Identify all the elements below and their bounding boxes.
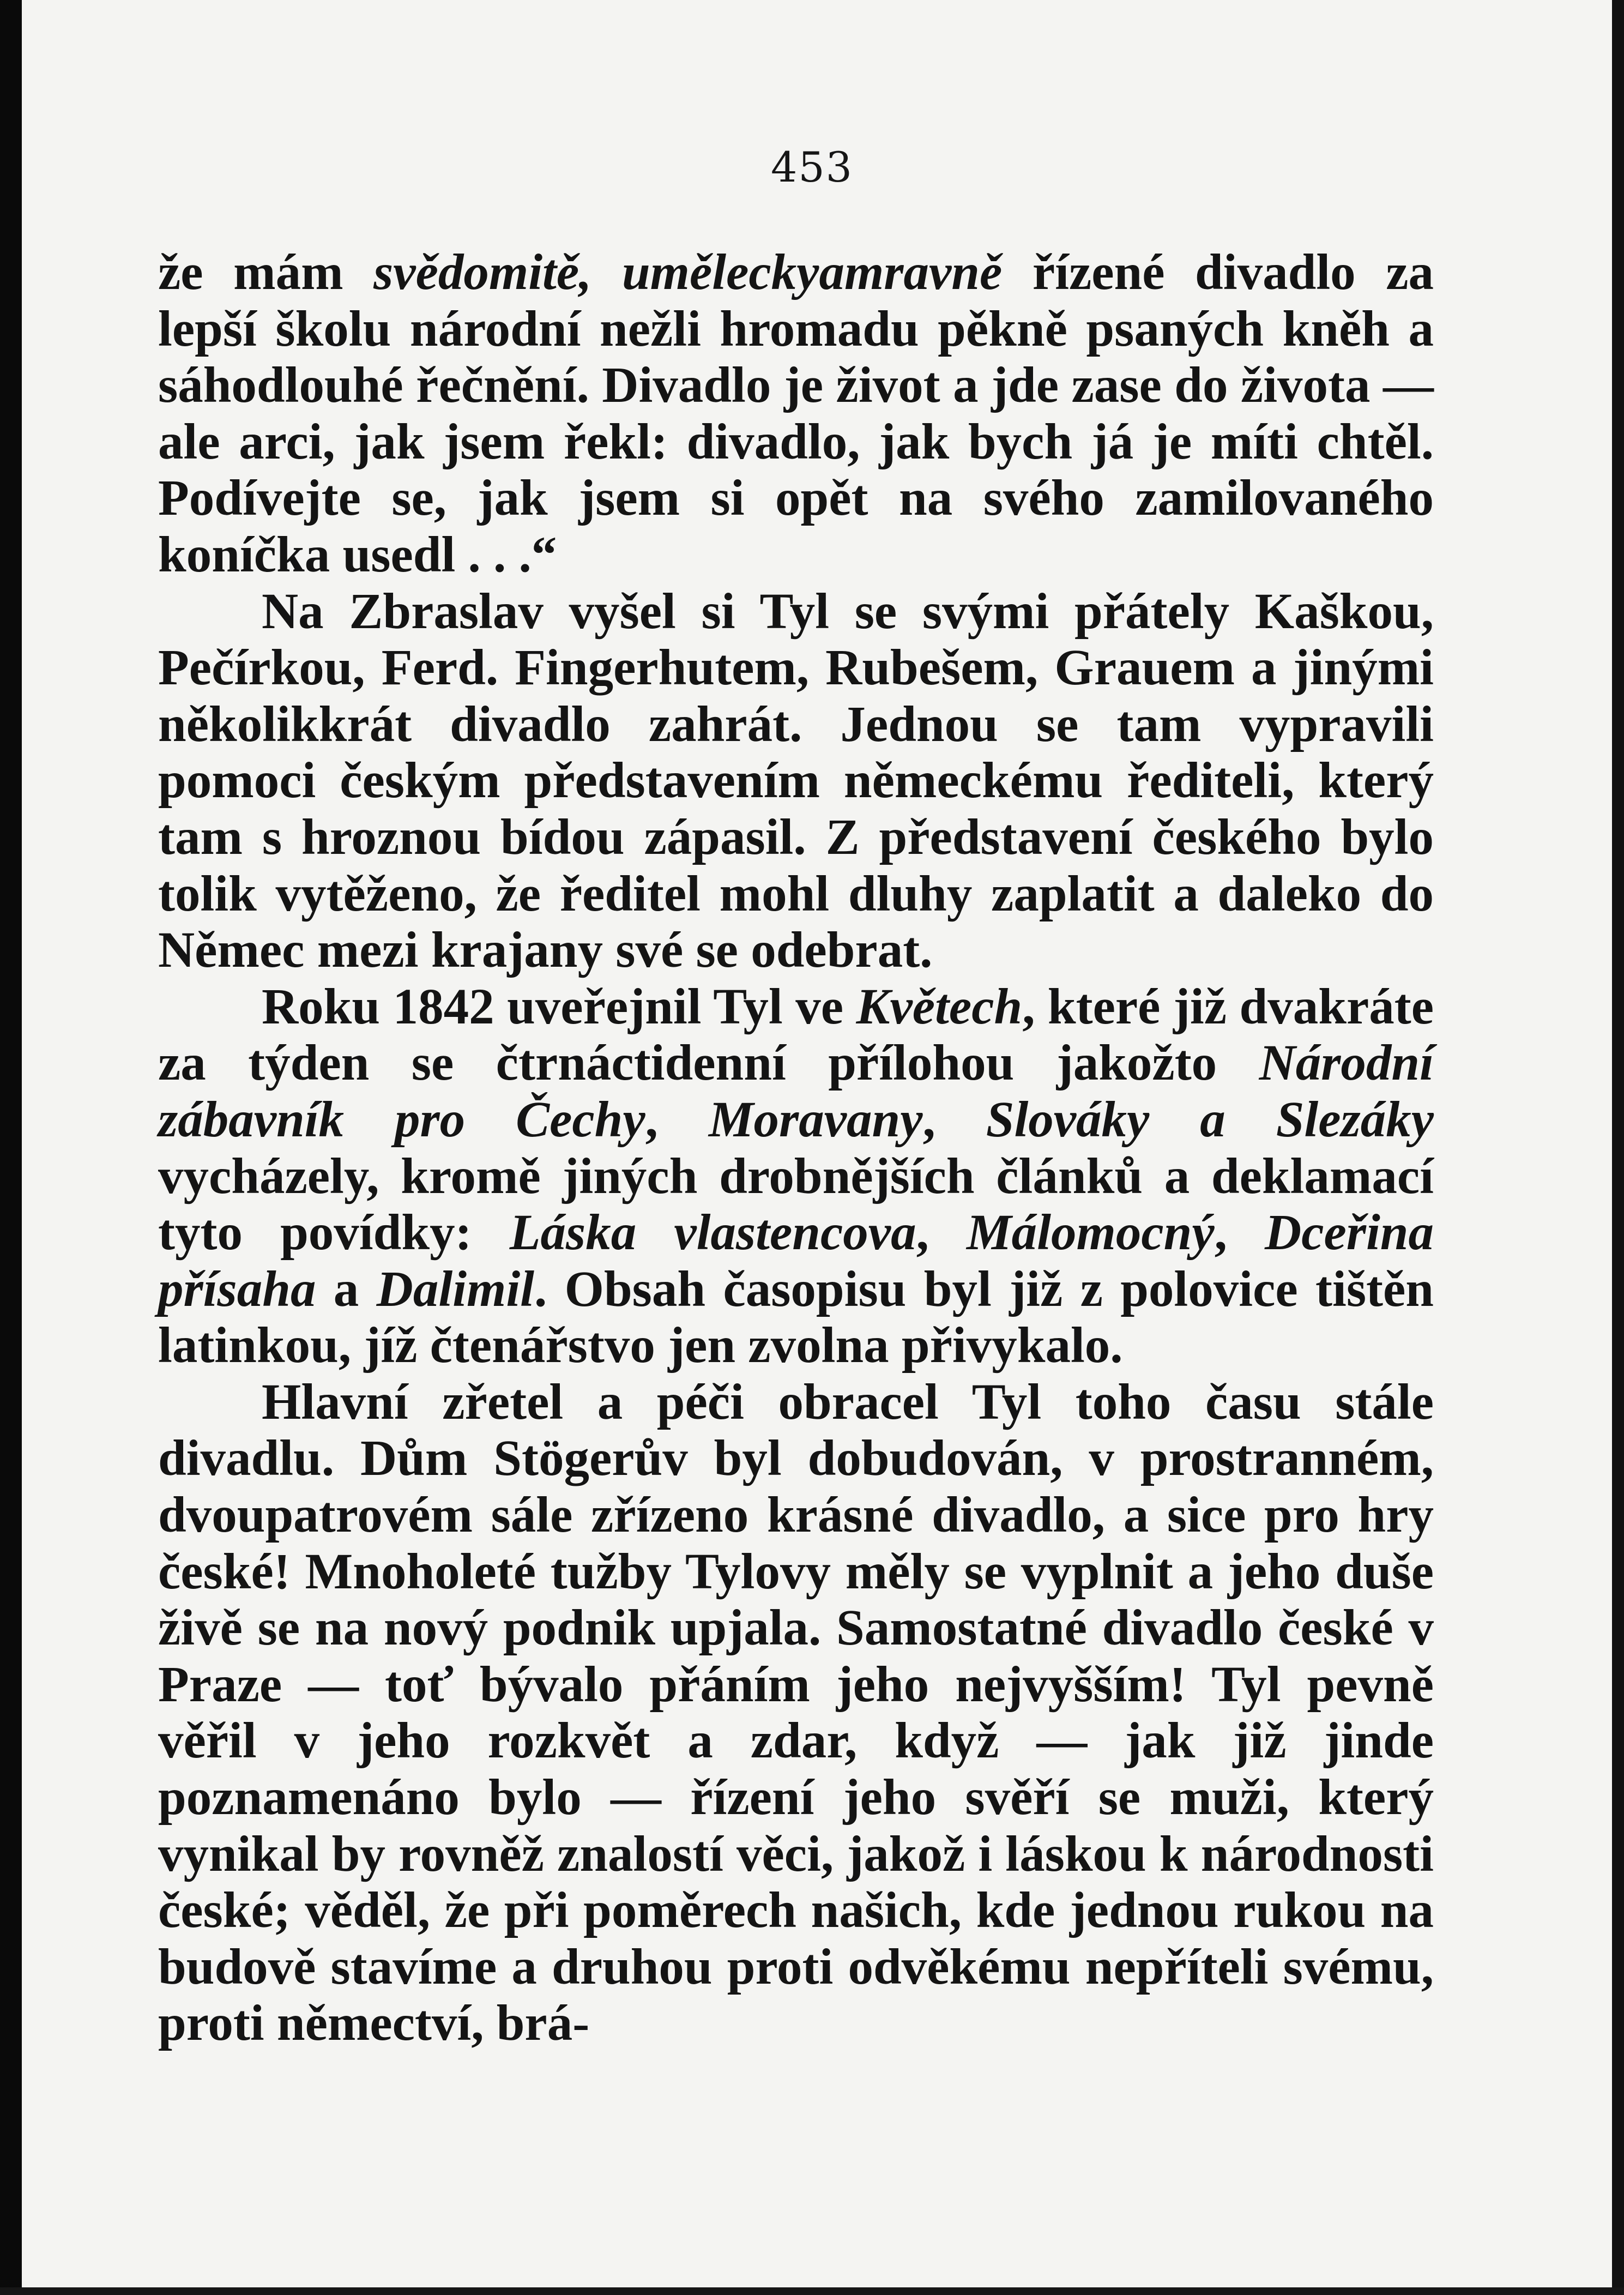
paragraph-2 (158, 583, 1434, 979)
scan-border-left (0, 0, 22, 2295)
paragraph-1 (158, 244, 1434, 583)
paragraph-3 (158, 979, 1434, 1374)
italic-text-span: Dceřina přísaha (158, 1204, 1434, 1317)
italic-text-span: Láska vlastencova (509, 1204, 916, 1261)
text-span: , (1214, 1204, 1265, 1261)
scan-border-bottom (0, 2287, 1624, 2295)
text-span: a (316, 1261, 377, 1317)
text-span: . Obsah časopisu byl již z polovice tištěn latinkou, jíž čtenářstvo jen zvolna přivykalo. (158, 1261, 1434, 1374)
text-span: , které již dvakráte za týden se čtrnáctidenní přílohou jakožto (158, 978, 1434, 1092)
text-span: vycházely, kromě jiných drobnějších článků a deklamací tyto povídky: (158, 1148, 1434, 1261)
italic-text-span: Dalimil (376, 1261, 535, 1317)
body-text (158, 244, 1434, 2052)
italic-text-span: Květech (856, 978, 1023, 1035)
italic-text-span: Moravany (708, 1091, 923, 1148)
text-span: že mám (158, 244, 374, 300)
italic-text-span: svědomitě, uměleckyamravně (373, 244, 1003, 300)
text-span: Na Zbraslav vyšel si Tyl se svými přátely Kaškou, Pečírkou, Ferd. Fingerhutem, Rubešem, Grauem a jinými několikkrát divadlo zahrát. Jednou se tam vypravili pomoci českým představením německému řediteli, který tam s hroznou bídou zápasil. Z představení českého bylo tolik vytěženo, že ředitel mohl dluhy zaplatit a daleko do Němec mezi krajany své se odebrat. (158, 583, 1434, 979)
text-span: , (645, 1091, 709, 1148)
paragraph-4 (158, 1374, 1434, 2052)
text-span: , (916, 1204, 967, 1261)
italic-text-span: Slováky a Slezáky (986, 1091, 1434, 1148)
text-span: , (922, 1091, 986, 1148)
text-span: řízené divadlo za lepší školu národní nežli hromadu pěkně psaných kněh a sáhodlouhé řečnění. Divadlo je život a jde zase do života — ale arci, jak jsem řekl: divadlo, jak bych já je míti chtěl. Podívejte se, jak jsem si opět na svého zamilovaného koníčka usedl . . .“ (158, 244, 1434, 583)
text-span: Hlavní zřetel a péči obracel Tyl toho času stále divadlu. Dům Stögerův byl dobudován, v prostranném, dvoupatrovém sále zřízeno krásné divadlo, a sice pro hry české! Mnoholeté tužby Tylovy měly se vyplnit a jeho duše živě se na nový podnik upjala. Samostatné divadlo české v Praze — toť bývalo přáním jeho nejvyšším! Tyl pevně věřil v jeho rozkvět a zdar, když — jak již jinde poznamenáno bylo — řízení jeho svěří se muži, který vynikal by rovněž znalostí věci, jakož i láskou k národnosti české; věděl, že při poměrech našich, kde jednou rukou na budově stavíme a druhou proti odvěkému nepříteli svému, proti němectví, brá- (158, 1374, 1434, 2052)
italic-text-span: Málomocný (966, 1204, 1215, 1261)
page-number: 453 (770, 143, 854, 191)
scan-border-right (1612, 0, 1624, 2295)
italic-text-span: Národní zábavník pro Čechy (158, 1035, 1434, 1148)
text-span: Roku 1842 uveřejnil Tyl ve (262, 978, 856, 1035)
